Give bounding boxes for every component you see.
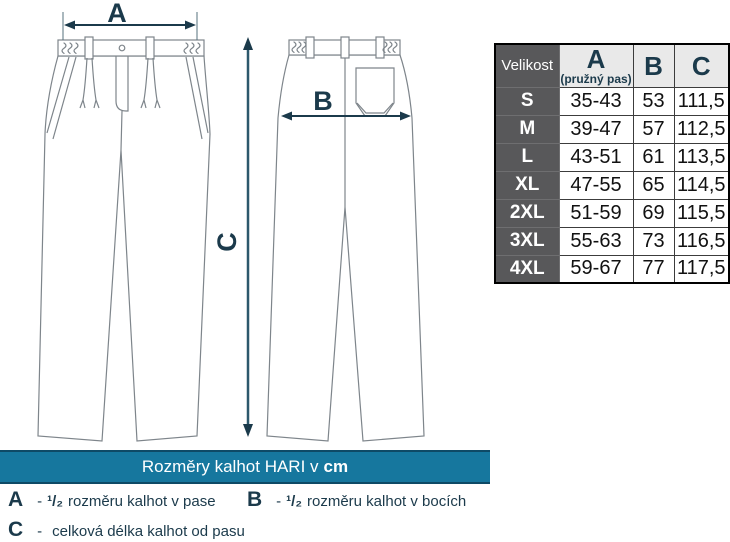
header-size-col: Velikost [495,44,559,87]
table-row [495,115,729,143]
c-cell: 117,5 [674,255,729,283]
legend-item-a: A - ¹/₂ rozměru kalhot v pase [8,488,216,511]
size-cell: M [495,115,559,143]
c-cell: 113,5 [674,143,729,171]
title-banner [0,450,490,484]
table-row [495,227,729,255]
a-cell: 39-47 [559,115,633,143]
b-cell: 53 [633,87,674,115]
belt-loop [85,37,93,59]
a-cell: 51-59 [559,199,633,227]
header-a-col: A (pružný pas) [560,43,632,86]
c-cell: 112,5 [674,115,729,143]
size-table [494,43,730,284]
legend-text-c: celková délka kalhot od pasu [52,523,245,540]
dimension-b-label: B [313,86,333,116]
banner-unit: cm [323,457,349,476]
c-cell: 115,5 [674,199,729,227]
waist-button [119,45,125,51]
size-table-header-row [495,44,729,87]
a-cell: 59-67 [559,255,633,283]
b-cell: 69 [633,199,674,227]
dimension-a-arrow [63,0,197,40]
header-c-col: C [674,44,729,87]
table-row [495,255,729,283]
a-cell: 55-63 [559,227,633,255]
a-cell: 47-55 [559,171,633,199]
pants-front-drawing [38,37,210,441]
header-b-col: B [633,44,674,87]
c-cell: 114,5 [674,171,729,199]
legend-letter-b: B [247,488,263,511]
size-cell: 3XL [495,227,559,255]
b-cell: 61 [633,143,674,171]
b-cell: 57 [633,115,674,143]
banner-text: Rozměry kalhot HARI v [141,457,319,476]
table-row [495,199,729,227]
belt-loop [306,37,314,58]
c-cell: 111,5 [674,87,729,115]
a-cell: 43-51 [559,143,633,171]
dimension-c-arrow [212,37,253,437]
dimension-c-label: C [212,232,242,252]
table-row [495,171,729,199]
size-cell: XL [495,171,559,199]
c-cell: 116,5 [674,227,729,255]
dimension-a-label: A [107,0,127,28]
size-cell: 4XL [495,255,559,283]
pants-back-drawing [267,37,424,441]
table-row [495,87,729,115]
size-cell: L [495,143,559,171]
belt-loop [341,37,349,58]
legend-item-c: C - celková délka kalhot od pasu [8,518,245,541]
legend-text-b: rozměru kalhot v bocích [307,493,467,510]
legend-letter-a: A [8,488,24,511]
header-a-subtitle: (pružný pas) [560,71,632,86]
b-cell: 65 [633,171,674,199]
legend-text-a: rozměru kalhot v pase [68,493,216,510]
size-cell: S [495,87,559,115]
b-cell: 73 [633,227,674,255]
table-row [495,143,729,171]
size-cell: 2XL [495,199,559,227]
legend-letter-c: C [8,518,24,541]
legend-item-b: B - ¹/₂ rozměru kalhot v bocích [247,488,467,511]
a-cell: 35-43 [559,87,633,115]
belt-loop [376,37,384,58]
pants-front-body [38,56,210,441]
b-cell: 77 [633,255,674,283]
pants-front-waistband [58,40,204,56]
belt-loop [146,37,154,59]
